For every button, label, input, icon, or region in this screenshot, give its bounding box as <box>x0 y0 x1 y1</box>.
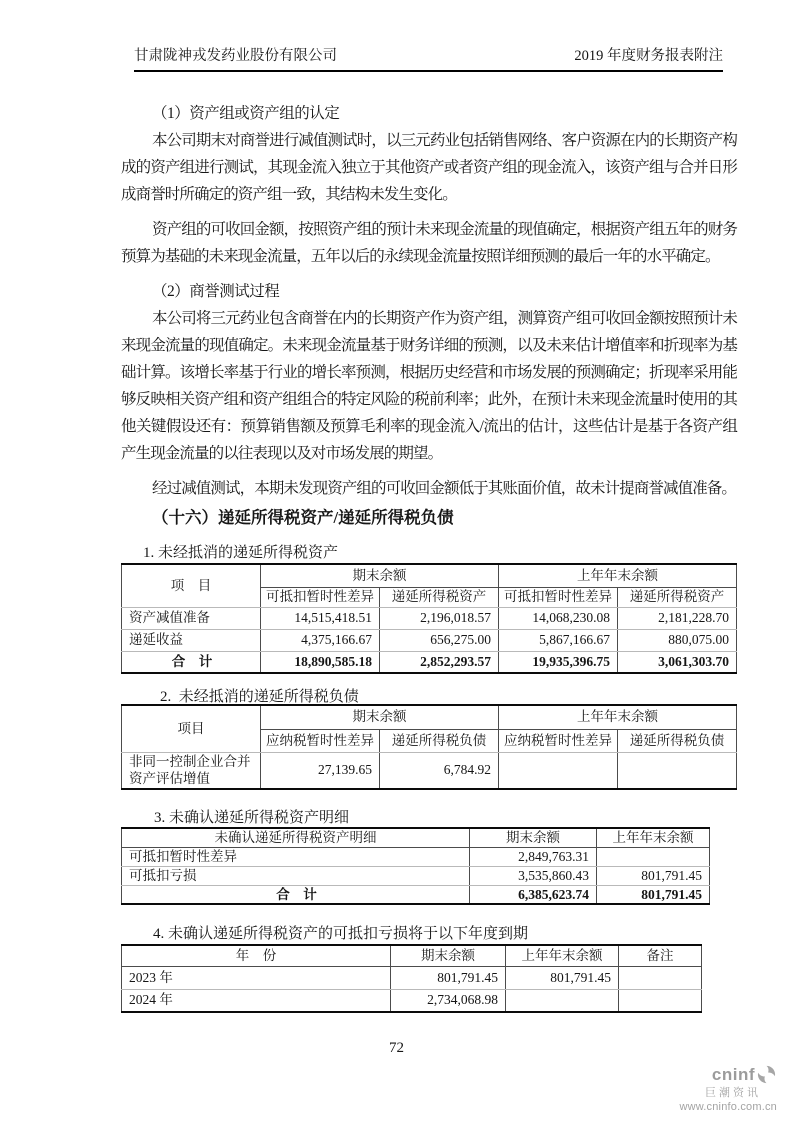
t4-header: 年 份 <box>122 945 391 966</box>
t4-header: 备注 <box>619 945 702 966</box>
t1-cell: 18,890,585.18 <box>261 651 380 673</box>
t3-header: 期末余额 <box>470 828 597 847</box>
subheading-deductible-losses-expiry: 4. 未确认递延所得税资产的可抵扣亏损将于以下年度到期 <box>153 926 529 942</box>
t3-cell <box>597 847 710 866</box>
t1-cell: 880,075.00 <box>618 629 737 651</box>
t3-cell: 801,791.45 <box>597 885 710 904</box>
t1-cell: 2,196,018.57 <box>380 607 499 629</box>
t4-row-label: 2024 年 <box>122 989 391 1012</box>
t1-cell: 3,061,303.70 <box>618 651 737 673</box>
t2-group-prior-year: 上年年末余额 <box>499 705 737 729</box>
t3-cell: 801,791.45 <box>597 866 710 885</box>
heading-goodwill-test-process: （2）商誉测试过程 <box>152 283 280 300</box>
paragraph-goodwill-impairment-test: 本公司期末对商誉进行减值测试时，以三元药业包括销售网络、客户资源在内的长期资产构成的资产组进行测试，其现金流入独立于其他资产或者资产组的现金流入，该资产组与合并日形成商誉时所确定的资产组一致，其结构未发生变化。 <box>121 132 737 203</box>
t1-cell: 4,375,166.67 <box>261 629 380 651</box>
cninfo-watermark <box>679 1064 777 1113</box>
table-unoffset-deferred-tax-assets <box>121 563 737 674</box>
t2-subheader: 递延所得税负债 <box>380 729 499 752</box>
page-number: 72 <box>389 1040 404 1056</box>
table-row <box>122 847 710 866</box>
subheading-unrecognized-deferred-tax-assets: 3. 未确认递延所得税资产明细 <box>154 810 350 826</box>
cninfo-brand-text: cninf <box>711 1064 755 1084</box>
t4-cell: 801,791.45 <box>506 966 619 989</box>
report-title: 2019 年度财务报表附注 <box>574 48 723 64</box>
t1-cell: 19,935,396.75 <box>499 651 618 673</box>
cninfo-url: www.cninfo.com.cn <box>679 1101 777 1113</box>
t1-row-label: 递延收益 <box>122 629 261 651</box>
t2-row-label: 非同一控制企业合并资产评估增值 <box>122 752 261 789</box>
t1-cell: 5,867,166.67 <box>499 629 618 651</box>
paragraph-recoverable-amount: 资产组的可收回金额，按照资产组的预计未来现金流量的现值确定，根据资产组五年的财务预算为基础的未来现金流量，五年以后的永续现金流量按照详细预测的最后一年的水平确定。 <box>121 221 737 265</box>
t2-subheader: 应纳税暂时性差异 <box>499 729 618 752</box>
t1-item-header: 项 目 <box>122 564 261 607</box>
t2-cell <box>499 752 618 789</box>
t1-subheader: 递延所得税资产 <box>380 587 499 607</box>
t2-item-header: 项目 <box>122 705 261 752</box>
t1-group-closing: 期末余额 <box>261 564 499 587</box>
paragraph-test-conclusion: 经过减值测试，本期未发现资产组的可收回金额低于其账面价值，故未计提商誉减值准备。 <box>152 480 737 497</box>
table-row <box>122 989 702 1012</box>
t3-cell: 3,535,860.43 <box>470 866 597 885</box>
t3-total-label: 合 计 <box>122 885 470 904</box>
subheading-unoffset-deferred-tax-liabilities: 2. 未经抵消的递延所得税负债 <box>160 689 359 705</box>
table-total-row <box>122 651 737 673</box>
t2-group-closing: 期末余额 <box>261 705 499 729</box>
t1-subheader: 可抵扣暂时性差异 <box>261 587 380 607</box>
t4-row-label: 2023 年 <box>122 966 391 989</box>
paragraph-test-process-detail: 本公司将三元药业包含商誉在内的长期资产作为资产组，测算资产组可收回金额按照预计未来现金流量的现值确定。未来现金流量基于财务详细的预测，以及未来估计增值率和折现率为基础计算。该增长率基于行业的增长率预测，根据历史经营和市场发展的预测确定；折现率采用能够反映相关资产组和资产组组合的特定风险的税前利率；此外，在预计未来现金流量时使用的其他关键假设还有：预算销售额及预算毛利率的现金流入/流出的估计，这些估计是基于各资产组产生现金流量的以往表现以及对市场发展的期望。 <box>121 310 737 462</box>
t1-row-label: 资产减值准备 <box>122 607 261 629</box>
table-unoffset-deferred-tax-liabilities <box>121 704 737 790</box>
cninfo-chinese-name: 巨潮资讯 <box>705 1087 761 1099</box>
t4-cell <box>619 989 702 1012</box>
cninfo-swirl-icon <box>756 1064 777 1085</box>
t1-total-label: 合 计 <box>122 651 261 673</box>
t2-cell <box>618 752 737 789</box>
table-deductible-losses-expiry <box>121 944 702 1013</box>
t4-header: 期末余额 <box>391 945 506 966</box>
t4-header: 上年年末余额 <box>506 945 619 966</box>
subheading-unoffset-deferred-tax-assets: 1. 未经抵消的递延所得税资产 <box>143 545 339 561</box>
t1-cell: 14,068,230.08 <box>499 607 618 629</box>
t2-cell: 6,784.92 <box>380 752 499 789</box>
t1-subheader: 递延所得税资产 <box>618 587 737 607</box>
t3-header: 未确认递延所得税资产明细 <box>122 828 470 847</box>
table-row <box>122 966 702 989</box>
heading-asset-group: （1）资产组或资产组的认定 <box>152 105 340 122</box>
section-title-deferred-tax: （十六）递延所得税资产/递延所得税负债 <box>152 508 454 527</box>
t1-cell: 2,181,228.70 <box>618 607 737 629</box>
table-row <box>122 629 737 651</box>
table-unrecognized-deferred-tax-assets <box>121 827 710 905</box>
t2-subheader: 应纳税暂时性差异 <box>261 729 380 752</box>
t3-header: 上年年末余额 <box>597 828 710 847</box>
t1-cell: 2,852,293.57 <box>380 651 499 673</box>
t3-row-label: 可抵扣亏损 <box>122 866 470 885</box>
company-name: 甘肃陇神戎发药业股份有限公司 <box>134 48 337 64</box>
t4-cell: 2,734,068.98 <box>391 989 506 1012</box>
t1-subheader: 可抵扣暂时性差异 <box>499 587 618 607</box>
t3-cell: 6,385,623.74 <box>470 885 597 904</box>
table-row <box>122 866 710 885</box>
t3-cell: 2,849,763.31 <box>470 847 597 866</box>
t4-cell <box>506 989 619 1012</box>
t4-cell: 801,791.45 <box>391 966 506 989</box>
table-row <box>122 607 737 629</box>
t4-cell <box>619 966 702 989</box>
table-row <box>122 752 737 789</box>
t1-cell: 656,275.00 <box>380 629 499 651</box>
t1-group-prior-year: 上年年末余额 <box>499 564 737 587</box>
t3-row-label: 可抵扣暂时性差异 <box>122 847 470 866</box>
page-header <box>134 44 723 72</box>
table-total-row <box>122 885 710 904</box>
t2-subheader: 递延所得税负债 <box>618 729 737 752</box>
t1-cell: 14,515,418.51 <box>261 607 380 629</box>
t2-cell: 27,139.65 <box>261 752 380 789</box>
